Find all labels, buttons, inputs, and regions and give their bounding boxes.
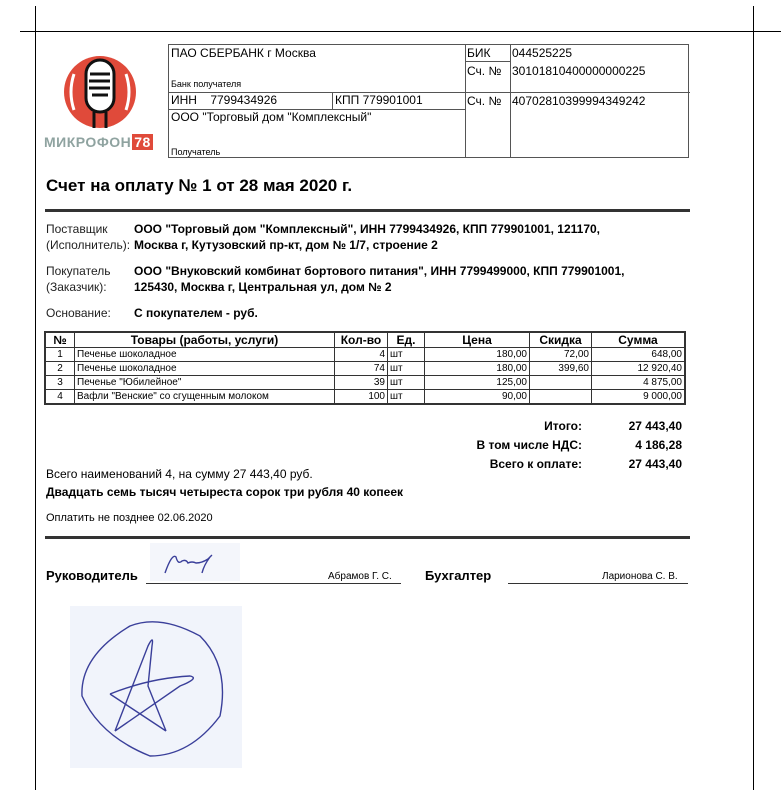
row-number: 3 [45, 376, 75, 390]
table-row [45, 348, 685, 362]
page-margin-top [20, 31, 781, 32]
account-value: 40702810399994349242 [512, 94, 646, 108]
table-row [45, 362, 685, 376]
recipient-caption: Получатель [171, 147, 221, 157]
page-margin-right [753, 6, 754, 790]
row-number: 4 [45, 390, 75, 405]
pay-by-date: Оплатить не позднее 02.06.2020 [46, 512, 213, 524]
due-value: 27 443,40 [628, 456, 682, 471]
table-row [45, 376, 685, 390]
row-goods: Вафли "Венские" со сгущенным молоком [75, 390, 335, 405]
logo-badge: 78 [134, 134, 151, 150]
basis-value: С покупателем - руб. [134, 306, 258, 320]
row-qty: 100 [335, 390, 388, 405]
basis-label: Основание: [46, 306, 111, 320]
col-unit: Ед. [388, 332, 425, 348]
kpp-cell [332, 92, 465, 109]
col-discount: Скидка [530, 332, 592, 348]
totals-block [477, 416, 682, 473]
row-discount [530, 376, 592, 390]
row-number: 1 [45, 348, 75, 362]
col-sum: Сумма [592, 332, 686, 348]
row-number: 2 [45, 362, 75, 376]
director-label: Руководитель [46, 568, 138, 583]
row-discount [530, 390, 592, 405]
items-table [44, 331, 686, 405]
due-row [477, 454, 682, 473]
summary-line: Всего наименований 4, на сумму 27 443,40 руб. [46, 467, 313, 481]
row-price: 180,00 [425, 348, 530, 362]
table-header-row [45, 332, 685, 348]
inn-label: ИНН [171, 93, 197, 107]
footer-divider [45, 536, 690, 539]
row-sum: 648,00 [592, 348, 686, 362]
row-discount: 399,60 [530, 362, 592, 376]
bank-details-table [168, 44, 689, 158]
row-goods: Печенье "Юбилейное" [75, 376, 335, 390]
director-sign-line [146, 583, 401, 584]
row-goods: Печенье шоколадное [75, 348, 335, 362]
accountant-label: Бухгалтер [425, 568, 492, 583]
invoice-title: Счет на оплату № 1 от 28 мая 2020 г. [46, 176, 353, 195]
row-sum: 4 875,00 [592, 376, 686, 390]
vat-value: 4 186,28 [635, 437, 682, 452]
kpp-label: КПП [335, 93, 360, 107]
row-sum: 12 920,40 [592, 362, 686, 376]
col-qty: Кол-во [335, 332, 388, 348]
row-goods: Печенье шоколадное [75, 362, 335, 376]
supplier-line2: Москва г, Кутузовский пр-кт, дом № 1/7, строение 2 [134, 238, 438, 252]
row-unit: шт [388, 348, 425, 362]
row-unit: шт [388, 390, 425, 405]
buyer-value [134, 263, 694, 295]
director-name: Абрамов Г. С. [328, 571, 392, 582]
vat-row [477, 435, 682, 454]
buyer-line1: ООО "Внуковский комбинат бортового питания", ИНН 7799499000, КПП 779901001, [134, 264, 625, 278]
bank-caption: Банк получателя [171, 79, 242, 89]
supplier-line1: ООО "Торговый дом "Комплексный", ИНН 7799434926, КПП 779901001, 121170, [134, 222, 601, 236]
divider [465, 61, 510, 62]
account-label: Сч. № [467, 94, 502, 108]
row-price: 90,00 [425, 390, 530, 405]
accountant-sign-line [508, 583, 688, 584]
logo-text: МИКРОФОН [44, 134, 132, 150]
corr-account-label: Сч. № [467, 64, 502, 78]
row-discount: 72,00 [530, 348, 592, 362]
row-qty: 39 [335, 376, 388, 390]
due-label: Всего к оплате: [489, 456, 582, 471]
bank-name: ПАО СБЕРБАНК г Москва [171, 46, 316, 60]
col-goods: Товары (работы, услуги) [75, 332, 335, 348]
row-sum: 9 000,00 [592, 390, 686, 405]
inn-value: 7799434926 [210, 93, 278, 107]
divider [465, 92, 690, 93]
accountant-name: Ларионова С. В. [602, 571, 678, 582]
page-margin-left [35, 6, 36, 790]
row-unit: шт [388, 362, 425, 376]
row-unit: шт [388, 376, 425, 390]
supplier-value [134, 221, 694, 253]
row-price: 180,00 [425, 362, 530, 376]
total-label: Итого: [544, 418, 582, 433]
table-row [45, 390, 685, 405]
title-divider [45, 209, 690, 212]
buyer-label: Покупатель (Заказчик): [46, 264, 111, 294]
total-row [477, 416, 682, 435]
supplier-label: Поставщик (Исполнитель): [46, 222, 131, 252]
row-qty: 74 [335, 362, 388, 376]
recipient-name: ООО "Торговый дом "Комплексный" [171, 110, 372, 124]
director-signature-image [150, 543, 240, 581]
company-logo [44, 48, 160, 158]
corr-account-value: 30101810400000000225 [512, 64, 646, 78]
bik-value: 044525225 [512, 46, 573, 60]
col-price: Цена [425, 332, 530, 348]
buyer-line2: 125430, Москва г, Центральная ул, дом № 2 [134, 280, 392, 294]
bik-label: БИК [467, 46, 491, 60]
row-qty: 4 [335, 348, 388, 362]
kpp-value: 779901001 [362, 93, 423, 107]
vat-label: В том числе НДС: [476, 437, 582, 452]
total-value: 27 443,40 [628, 418, 682, 433]
company-stamp-image [70, 606, 242, 768]
row-price: 125,00 [425, 376, 530, 390]
amount-in-words: Двадцать семь тысяч четыреста сорок три рубля 40 копеек [46, 485, 404, 499]
col-number: № [45, 332, 75, 348]
